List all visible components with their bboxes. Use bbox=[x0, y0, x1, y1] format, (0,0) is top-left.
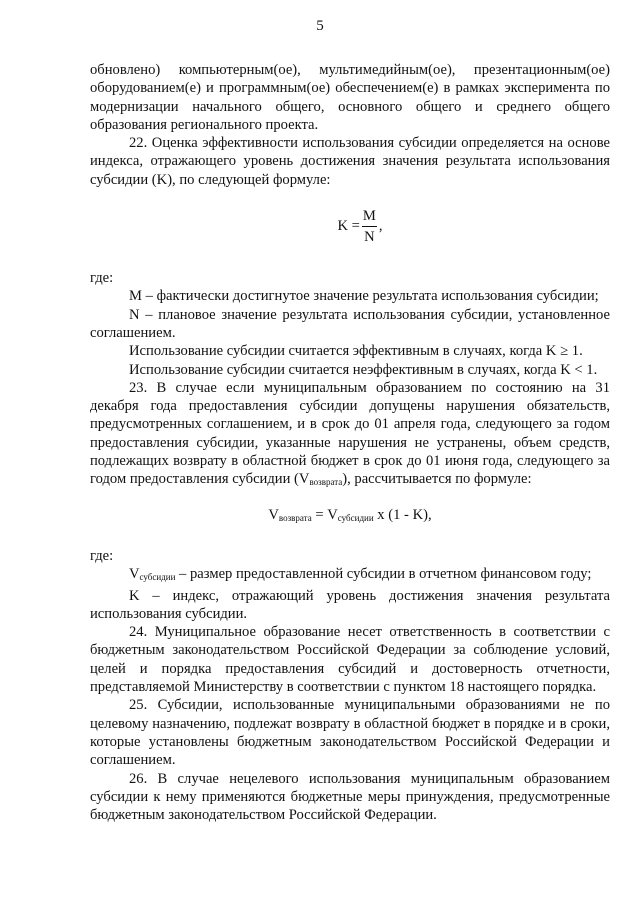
effective-condition: Использование субсидии считается эффективным в случаях, когда K ≥ 1. bbox=[129, 343, 583, 360]
document-body bbox=[90, 61, 610, 824]
formula-v-mid-sub: субсидии bbox=[337, 512, 374, 523]
paragraph-25: 25. Субсидии, использованные муниципальными образованиями не по целевому назначению, подлежат возврату в областной бюджет в порядке и в сроки, которые установлены бюджетным законодательством Российской Федерации и соглашением. bbox=[90, 697, 610, 769]
definition-n: N – плановое значение результата использования субсидии, установленное соглашением. bbox=[90, 306, 610, 341]
paragraph-26: 26. В случае нецелевого использования муниципальным образованием субсидии к нему применяются бюджетные меры принуждения, предусмотренные бюджетным законодательством Российской Федерации. bbox=[90, 770, 610, 824]
formula-k-lhs: K = bbox=[337, 217, 360, 234]
formula-k-tail: , bbox=[378, 217, 383, 234]
formula-v-mid: = V bbox=[311, 506, 338, 523]
definition-k: K – индекс, отражающий уровень достижения значения результата использования субсидии. bbox=[90, 587, 610, 622]
where-label-1: где: bbox=[90, 270, 114, 287]
formula-v-tail: x (1 - K), bbox=[373, 506, 432, 523]
paragraph-23-sub: возврата bbox=[309, 477, 343, 488]
definition-v bbox=[90, 565, 610, 586]
formula-k bbox=[90, 199, 610, 253]
paragraph-23 bbox=[90, 379, 610, 492]
ineffective-condition: Использование субсидии считается неэффективным в случаях, когда K < 1. bbox=[129, 361, 598, 378]
where-label-2: где: bbox=[90, 547, 114, 564]
formula-k-fraction bbox=[362, 207, 377, 246]
formula-v-lhs: V bbox=[268, 506, 279, 523]
paragraph-22: 22. Оценка эффективности использования субсидии определяется на основе индекса, отражающего уровень достижения значения результата использования субсидии (K), по следующей формуле: bbox=[90, 135, 610, 188]
definition-v-sub: субсидии bbox=[139, 572, 176, 583]
page-number: 5 bbox=[316, 18, 324, 34]
paragraph-intro: обновлено) компьютерным(ое), мультимедийным(ое), презентационным(ое) оборудованием(е) и программным(ое) обеспечением(е) в рамках эксперимента по модернизации начального общего, основного общего и среднего общего образования регионального проекта. bbox=[90, 62, 610, 133]
definition-v-text: – размер предоставленной субсидии в отчетном финансовом году; bbox=[175, 566, 592, 583]
formula-v bbox=[90, 506, 610, 527]
paragraph-24: 24. Муниципальное образование несет ответственность в соответствии с бюджетным законодательством Российской Федерации за соблюдение условий, целей и порядка предоставления субсидий и достоверность отчетности, представляемой Министерству в соответствии с пунктом 18 настоящего порядка. bbox=[90, 624, 610, 696]
paragraph-23-tail: ), рассчитывается по формуле: bbox=[342, 471, 532, 488]
paragraph-23-text: 23. В случае если муниципальным образованием по состоянию на 31 декабря года предоставления субсидии допущены нарушения обязательств, предусмотренных соглашением, и в срок до 01 апреля года, следующего за годом предоставления субсидии, указанные нарушения не устранены, объем средств, подлежащих возврату в областной бюджет в срок до 01 июня года, следующего за годом предоставления субсидии (V bbox=[90, 379, 610, 488]
formula-k-numerator: M bbox=[362, 207, 377, 227]
formula-k-denominator: N bbox=[364, 228, 375, 245]
definition-v-symbol: V bbox=[129, 566, 140, 583]
definition-m: M – фактически достигнутое значение результата использования субсидии; bbox=[129, 288, 599, 305]
formula-v-lhs-sub: возврата bbox=[278, 512, 312, 523]
